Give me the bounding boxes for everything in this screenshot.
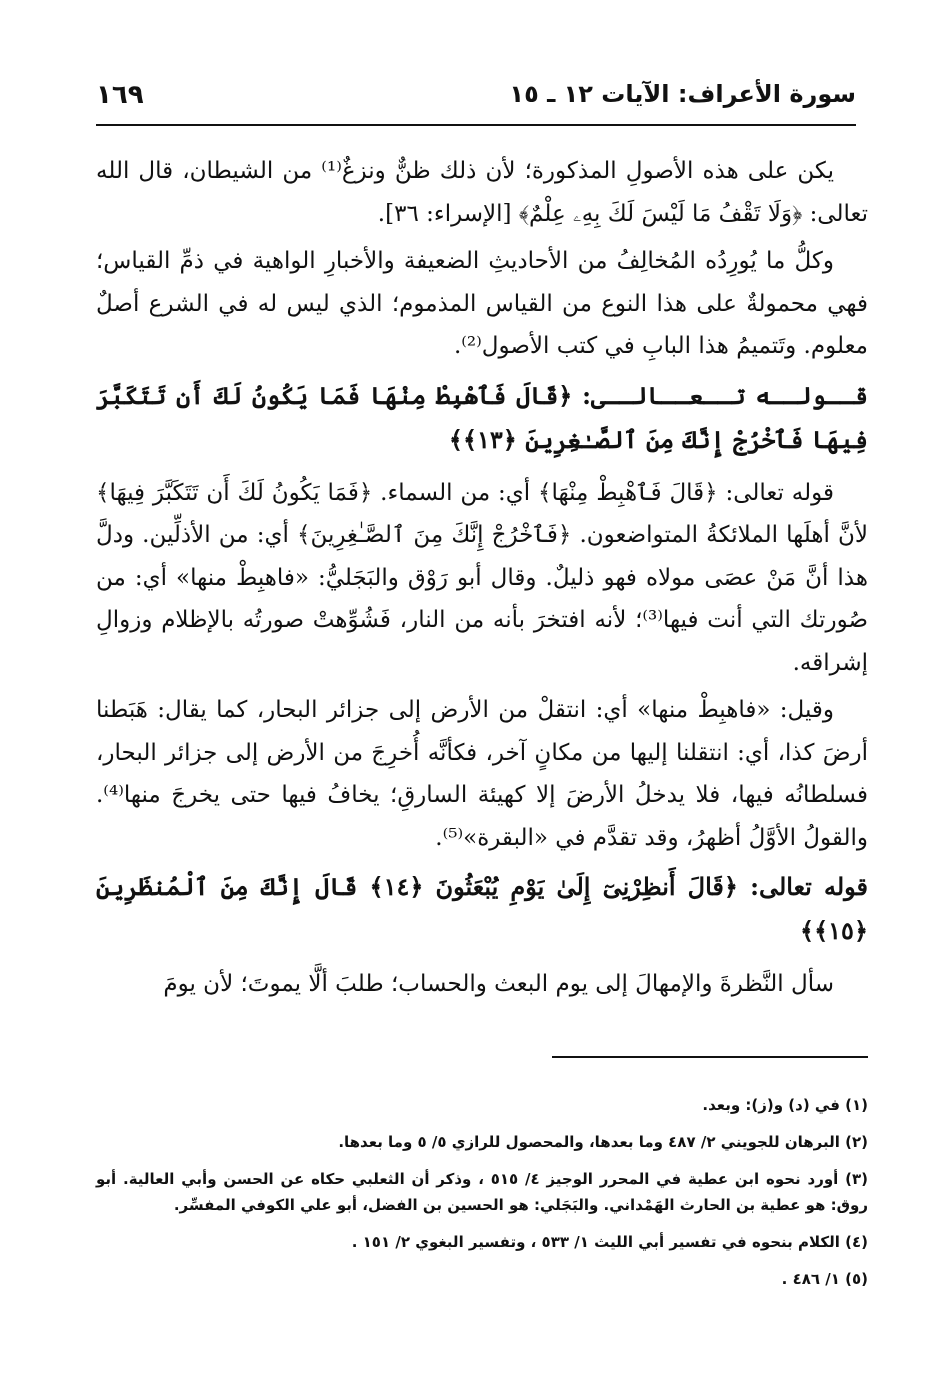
footnote-1: (١) في (د) و(ز): وبعد. [702,1096,868,1114]
paragraph-4: وقيل: «فاهبِطْ منها» أي: انتقلْ من الأرض إلى جزائر البحار، كما يقال: هَبَطنا أرضَ كذا، أي: انتقلنا إليها من مكانٍ آخر، فكأنَّه أُخرِجَ من الأرض إلى جزائر البحار، فسلطانُه فيها، فلا يدخلُ الأرضَ إلا كهيئة السارقِ؛ يخافُ فيها حتى يخرجَ منها⁽⁴⁾. والقولُ الأوَّلُ أظهرُ، وقد تقدَّم في «البقرة»⁽⁵⁾. [96,697,868,851]
paragraph-5: سأل النَّظرةَ والإمهالَ إلى يوم البعث والحساب؛ طلبَ ألَّا يموتَ؛ لأن يومَ [163,971,834,997]
page-number: ١٦٩ [96,80,144,110]
footnotes [96,1092,868,1303]
footnote-2: (٢) البرهان للجويني ٢/ ٤٨٧ وما بعدها، والمحصول للرازي ٥/ ٥ وما بعدها. [338,1133,868,1151]
paragraph-3: قوله تعالى: ﴿قَالَ فَٱهْبِطْ مِنْهَا﴾ أي: من السماء. ﴿فَمَا يَكُونُ لَكَ أَن تَتَكَبَّرَ فِيهَا﴾ لأنَّ أهلَها الملائكةُ المتواضعون. ﴿فَٱخْرُجْ إِنَّكَ مِنَ ٱلصَّـٰغِرِينَ﴾ أي: من الأذلِّين. ودلَّ هذا أنَّ مَنْ عصَى مولاه فهو ذليلٌ. وقال أبو رَوْق والبَجَليُّ: «فاهبِطْ منها» أي: من صُورتك التي أنت فيها⁽³⁾؛ لأنه افتخرَ بأنه من النار، فَشُوِّهتْ صورتُه بالإظلام وزوالِ إشراقه. [96,479,868,676]
paragraph-2: وكلُّ ما يُورِدُه المُخالِفُ من الأحاديثِ الضعيفة والأخبارِ الواهية في ذمِّ القياس؛ فهي محمولةٌ على هذا النوع من القياس المذموم؛ الذي ليس له في الشرع أصلٌ معلوم. وتَتميمُ هذا البابِ في كتب الأصول⁽²⁾. [96,248,868,359]
main-text [96,150,868,1011]
footnote-separator [552,1056,868,1058]
page-header [96,74,856,126]
verse-heading-2: قوله تعالى: ﴿قَالَ أَنظِرْنِىٓ إِلَىٰ يَوْمِ يُبْعَثُونَ ﴿١٤﴾ قَالَ إِنَّكَ مِنَ ٱلْمُنظَرِينَ ﴿١٥﴾﴾ [96,872,869,945]
running-title: سورة الأعراف: الآيات ١٢ ـ ١٥ [509,80,856,108]
footnote-4: (٤) الكلام بنحوه في تفسير أبي الليث ١/ ٥٣٣ ، وتفسير البغوي ٢/ ١٥١ . [351,1233,868,1251]
footnote-5: (٥) ١/ ٤٨٦ . [781,1270,868,1288]
footnote-3: (٣) أورد نحوه ابن عطية في المحرر الوجيز ٤/ ٥١٥ ، وذكر أن الثعلبي حكاه عن الحسن وأبي العالية. أبو روق: هو عطية بن الحارث الهَمْداني. والبَجَلي: هو الحسين بن الفضل، أبو علي الكوفي المفسِّر. [96,1170,869,1214]
paragraph-1: يكن على هذه الأصولِ المذكورة؛ لأن ذلك ظنٌّ ونزغٌ⁽¹⁾ من الشيطان، قال الله تعالى: ﴿وَلَا تَقْفُ مَا لَيْسَ لَكَ بِهِۦ عِلْمٌ﴾ [الإسراء: ٣٦]. [96,158,868,227]
verse-heading-1: قــولــه تــعــالــى: ﴿قَالَ فَٱهْبِطْ مِنْهَا فَمَا يَكُونُ لَكَ أَن تَتَكَبَّرَ فِيهَا فَٱخْرُجْ إِنَّكَ مِنَ ٱلصَّـٰغِرِينَ ﴿١٣﴾﴾ [96,380,868,454]
